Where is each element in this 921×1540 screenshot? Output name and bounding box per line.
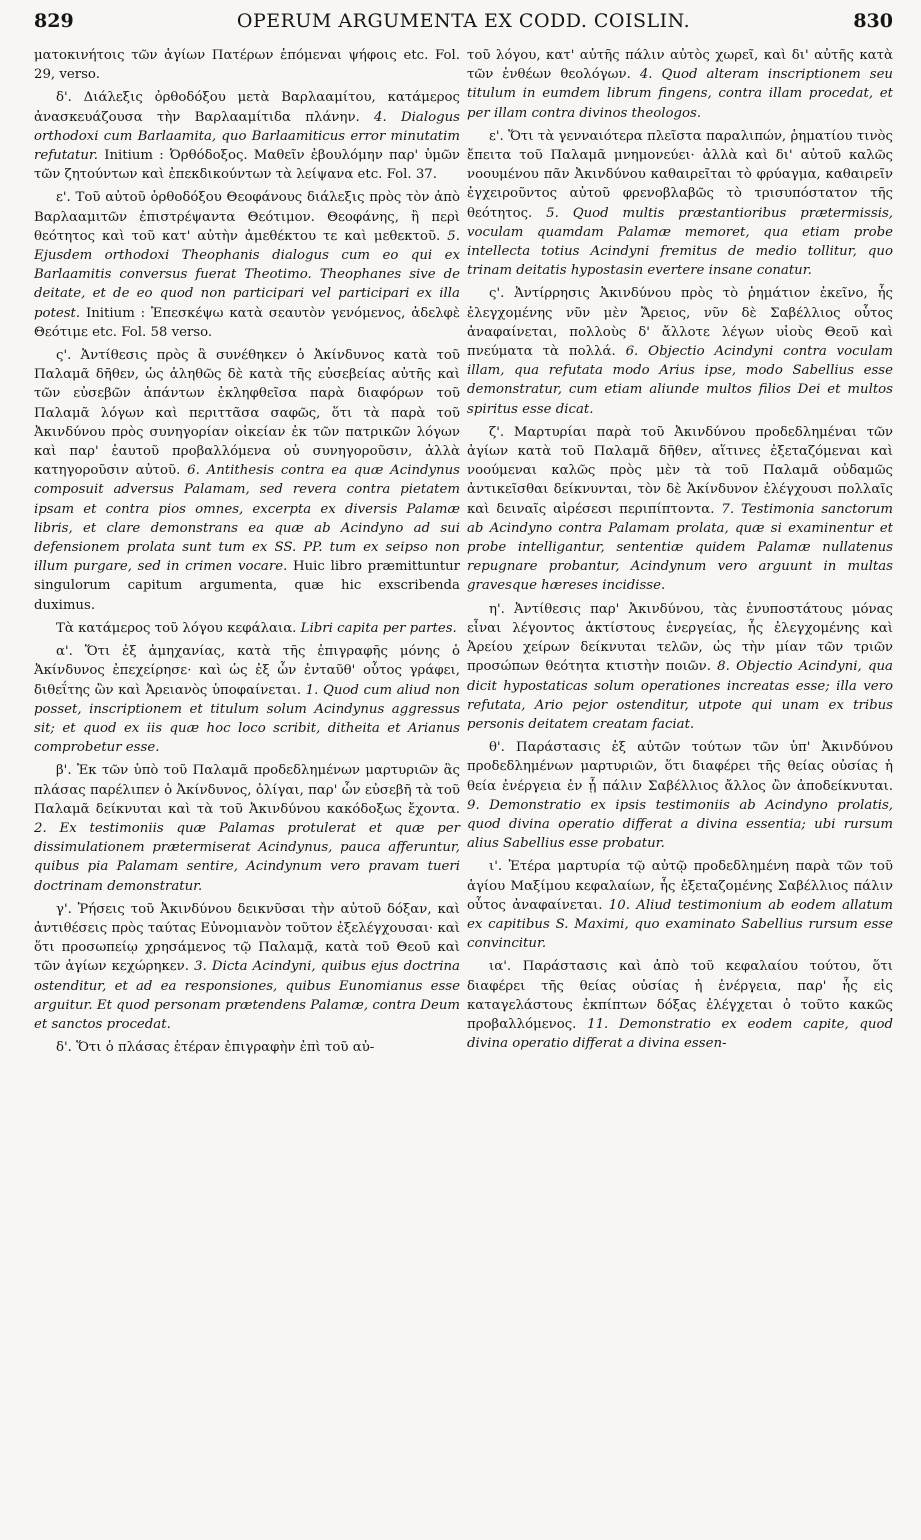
- page-number-left: 829: [34, 10, 74, 32]
- entry-paragraph: [467, 46, 893, 123]
- left-column: [34, 46, 460, 1061]
- greek-text: ε'. Ὅτι τὰ γενναιότερα πλεῖστα παραλιπών, ῥηματίου τινὸς ἔπειτα τοῦ Παλαμᾶ μνημονεύει· ἀλλὰ καὶ δι' αὐτοῦ καλῶς νοουμένου πᾶν Ἀκινδύνου καθαιρεῖται τὸ φρύαγμα, καθαιρεῖν ἐγχειροῦντος αὐτοῦ φρενοβλαβῶς τὸ τρισυπόστατον τῆς θεότητος.: [467, 128, 893, 221]
- greek-text: ματοκινήτοις τῶν ἁγίων Πατέρων ἑπόμεναι ψήφοις etc. Fol. 29, verso.: [34, 48, 460, 83]
- greek-text: ς'. Ἀντίθεσις πρὸς ἃ συνέθηκεν ὁ Ἀκίνδυνος κατὰ τοῦ Παλαμᾶ δῆθεν, ὡς ἀληθῶς δὲ κατὰ τῆς εὐσεβείας αὐτῆς καὶ τῶν εὐσεβῶν ἁπάντων ἐκληφθεῖσα παρὰ διαφόρων τοῦ Παλαμᾶ λόγων καὶ περιττᾶσα σαφῶς, ὅτι τὰ παρὰ τοῦ Ἀκινδύνου πρὸς συνηγορίαν οἰκείαν ἐκ τῶν πατρικῶν λόγων καὶ παρ' ἑαυτοῦ προβαλλόμενα οὐ συνηγοροῦσιν, ἀλλὰ κατηγοροῦσιν αὐτοῦ.: [34, 348, 460, 479]
- entry-paragraph: [467, 857, 893, 953]
- latin-text: 2. Ex testimoniis quæ Palamas protulerat et quæ per dissimulationem prætermiserat Acindynus, pauca afferuntur, quibus pia Palamam sentire, Acindynum vero pravam tueri doctrinam demonstratur.: [34, 820, 460, 894]
- latin-text: 8. Objectio Acindyni, qua dicit hypostaticas solum operationes increatas esse; illa vero refutata, Ario pejor ostenditur, utpote qui unam ex tribus personis deitatem creatam faciat.: [467, 659, 893, 732]
- latin-text: 9. Demonstratio ex ipsis testimoniis ab Acindyno prolatis, quod divina operatio differat a divina essentia; ubi rursum alius Sabellius esse probatur.: [467, 797, 893, 852]
- text-columns: [34, 46, 893, 1061]
- latin-text: 4. Quod alteram inscriptionem seu titulum in eumdem librum fingens, contra illam procedat, et per illam contra divinos theologos.: [467, 67, 893, 121]
- entry-paragraph: [467, 600, 893, 734]
- latin-text: 7. Testimonia sanctorum ab Acindyno contra Palamam prolata, quæ si examinentur et probe intelligantur, sententiæ quidem Palamæ nullatenus repugnare probantur, Acindynum vero arguunt in multas gravesque hæreses incidisse.: [467, 501, 893, 594]
- greek-text: ζ'. Μαρτυρίαι παρὰ τοῦ Ἀκινδύνου προδεδλημέναι τῶν ἁγίων κατὰ τοῦ Παλαμᾶ δῆθεν, αἵτινες ἐξεταζόμεναι καὶ νοούμεναι καλῶς πρὸς μὲν τὰ τοῦ Παλαμᾶ οὐδαμῶς ἀντικεῖσθαι δείκνυνται, τὸν δὲ Ἀκίνδυνον ἐλέγχουσι πολλαῖς καὶ δειναῖς αἱρέσεσι περιπίπτοντα.: [467, 424, 893, 517]
- latin-text: 11. Demonstratio ex eodem capite, quod divina operatio differat a divina essen-: [467, 1016, 893, 1052]
- latin-text: Libri capita per partes.: [300, 620, 457, 636]
- latin-text: 5. Ejusdem orthodoxi Theophanis dialogus cum eo qui ex Barlaamitis conversus fuerat Theotimo. Theophanes sive de deitate, et de eo quod non participari vel participari ex illa potest.: [34, 228, 460, 321]
- entry-paragraph: [34, 1038, 460, 1057]
- entry-paragraph: [34, 619, 460, 638]
- greek-text: θ'. Παράστασις ἐξ αὐτῶν τούτων τῶν ὑπ' Ἀκινδύνου προδεδλημένων μαρτυριῶν, ὅτι διαφέρει τῆς θείας οὐσίας ἡ θεία ἐνέργεια ἐν ᾗ πάλιν Σαβέλλιος ἄλλος ὢν ἀποδείκνυται.: [467, 740, 893, 794]
- entry-paragraph: [34, 188, 460, 342]
- greek-text: γ'. Ῥήσεις τοῦ Ἀκινδύνου δεικνῦσαι τὴν αὐτοῦ δόξαν, καὶ ἀντιθέσεις πρὸς ταύτας Εὐνομιανὸν τοῦτον ἐξελέγχουσαι· καὶ ὅτι προσωπείῳ χρησάμενος τῷ Παλαμᾷ, κατὰ τοῦ Θεοῦ καὶ τῶν ἁγίων κεχώρηκεν.: [34, 901, 460, 975]
- latin-text: 10. Aliud testimonium ab eodem allatum ex capitibus S. Maximi, quo examinato Sabellius rursum esse convincitur.: [467, 897, 893, 952]
- right-column: [467, 46, 893, 1061]
- greek-text: α'. Ὅτι ἐξ ἀμηχανίας, κατὰ τῆς ἐπιγραφῆς μόνης ὁ Ἀκίνδυνος ἐπεχείρησε· καὶ ὡς ἐξ ὧν ἐνταῦθ' οὗτος γράφει, διθεΐτης ὢν καὶ Ἀρειανὸς ὑποφαίνεται.: [34, 644, 460, 698]
- note-text: Initium : Ἐπεσκέψω κατὰ σεαυτὸν γενόμενος, ἀδελφὲ Θεότιμε etc. Fol. 58 verso.: [34, 305, 460, 340]
- entry-paragraph: [467, 738, 893, 853]
- latin-text: 5. Quod multis præstantioribus prætermissis, voculam quamdam Palamæ memoret, qua etiam probe intellecta totius Acindyni fremitus de medio tollitur, quo trinam deitatis hypostasin evertere insane conatur.: [467, 205, 893, 279]
- entry-paragraph: [467, 284, 893, 418]
- page-number-right: 830: [853, 10, 893, 32]
- entry-paragraph: [467, 423, 893, 596]
- greek-text: δ'. Ὅτι ὁ πλάσας ἑτέραν ἐπιγραφὴν ἐπὶ τοῦ αὐ-: [56, 1040, 375, 1056]
- greek-text: β'. Ἐκ τῶν ὑπὸ τοῦ Παλαμᾶ προδεδλημένων μαρτυριῶν ἃς πλάσας παρέλιπεν ὁ Ἀκίνδυνος, ὀλίγαι, παρ' ὧν εὐσεβῆ τὰ τοῦ Παλαμᾶ δείκνυται καὶ τὰ τοῦ Ἀκινδύνου κακόδοξως ἔχοντα.: [34, 763, 460, 817]
- entry-paragraph: [34, 761, 460, 895]
- note-text: Initium : Ὀρθόδοξος. Μαθεῖν ἐβουλόμην παρ' ὑμῶν τῶν ζητούντων καὶ ἐπεκδικούντων τὰ λείψανα etc. Fol. 37.: [34, 148, 460, 183]
- entry-paragraph: [34, 900, 460, 1034]
- note-text: Huic libro præmittuntur singulorum capitum argumenta, quæ hic exscribenda duximus.: [34, 559, 460, 613]
- entry-paragraph: [467, 127, 893, 281]
- latin-text: 6. Objectio Acindyni contra voculam illam, qua refutata modo Arius ipse, modo Sabellius esse demonstratur, cum etiam aliunde multos filios Dei et multos spiritus esse dicat.: [467, 344, 893, 417]
- page-header: [34, 10, 893, 44]
- entry-paragraph: [34, 46, 460, 84]
- entry-paragraph: [34, 88, 460, 184]
- greek-text: τοῦ λόγου, κατ' αὐτῆς πάλιν αὐτὸς χωρεῖ, καὶ δι' αὐτῆς κατὰ τῶν ἐνθέων θεολόγων.: [467, 48, 893, 83]
- latin-text: 1. Quod cum aliud non posset, inscriptionem et titulum solum Acindynus aggressus sit; et quod ex iis quæ hoc loco scribit, ditheita et Arianus comprobetur esse.: [34, 682, 460, 756]
- greek-text: Τὰ κατάμερος τοῦ λόγου κεφάλαια.: [56, 620, 297, 636]
- running-title: OPERUM ARGUMENTA EX CODD. COISLIN.: [236, 10, 691, 32]
- greek-text: ι'. Ἑτέρα μαρτυρία τῷ αὐτῷ προδεδλημένη παρὰ τῶν τοῦ ἁγίου Μαξίμου κεφαλαίων, ἧς ἐξεταζομένης Σαβέλλιος πάλιν οὗτος ἀναφαίνεται.: [467, 859, 893, 913]
- latin-text: 4. Dialogus orthodoxi cum Barlaamita, quo Barlaamiticus error minutatim refutatur.: [34, 109, 460, 164]
- greek-text: ς'. Ἀντίρρησις Ἀκινδύνου πρὸς τὸ ῥημάτιον ἐκεῖνο, ἧς ἐλεγχομένης νῦν μὲν Ἄρειος, νῦν δὲ Σαβέλλιος οὗτος ἀναφαίνεται, πολλοὺς δ' ἄλλοτε λέγων υἱοὺς Θεοῦ καὶ πνεύματα τὰ πολλά.: [467, 286, 893, 360]
- entry-paragraph: [34, 346, 460, 615]
- latin-text: 6. Antithesis contra ea quæ Acindynus composuit adversus Palamam, sed revera contra pietatem ipsam et contra pios omnes, excerpta ex diversis Palamæ libris, et clare demonstrans ea quæ ab Acindyno ad sui defensionem prolata sunt tum ex SS. PP. tum ex seipso non illum purgare, sed in crimen vocare.: [34, 463, 460, 575]
- latin-text: 3. Dicta Acindyni, quibus ejus doctrina ostenditur, et ad ea responsiones, quibus Eunomianus esse arguitur. Et quod personam prætendens Palamæ, contra Deum et sanctos procedat.: [34, 959, 460, 1032]
- greek-text: ε'. Τοῦ αὐτοῦ ὀρθοδόξου Θεοφάνους διάλεξις πρὸς τὸν ἀπὸ Βαρλααμιτῶν ἐπιστρέψαντα Θεότιμον. Θεοφάνης, ἢ περὶ θεότητος καὶ τοῦ κατ' αὐτὴν ἀμεθέκτου τε καὶ μεθεκτοῦ.: [34, 190, 460, 244]
- greek-text: η'. Ἀντίθεσις παρ' Ἀκινδύνου, τὰς ἐνυποστάτους μόνας εἶναι λέγοντος ἀκτίστους ἐνεργείας, ἧς ἐλεγχομένης καὶ Ἀρείου χείρων δείκνυται τελῶν, ὡς τὴν μίαν τῶν τριῶν προσώπων θεότητα κτιστὴν ποιῶν.: [467, 601, 893, 675]
- entry-paragraph: [467, 957, 893, 1053]
- greek-text: δ'. Διάλεξις ὀρθοδόξου μετὰ Βαρλααμίτου, κατάμερος ἀνασκευάζουσα τὴν Βαρλααμίτιδα πλάνην.: [34, 90, 460, 125]
- greek-text: ια'. Παράστασις καὶ ἀπὸ τοῦ κεφαλαίου τούτου, ὅτι διαφέρει τῆς θείας οὐσίας ἡ ἐνέργεια, παρ' ἧς εἰς καταγελάστους ἐκπίπτων δόξας ἐλέγχεται ὁ τοῦτο κακῶς προβαλλόμενος.: [467, 959, 893, 1032]
- entry-paragraph: [34, 642, 460, 757]
